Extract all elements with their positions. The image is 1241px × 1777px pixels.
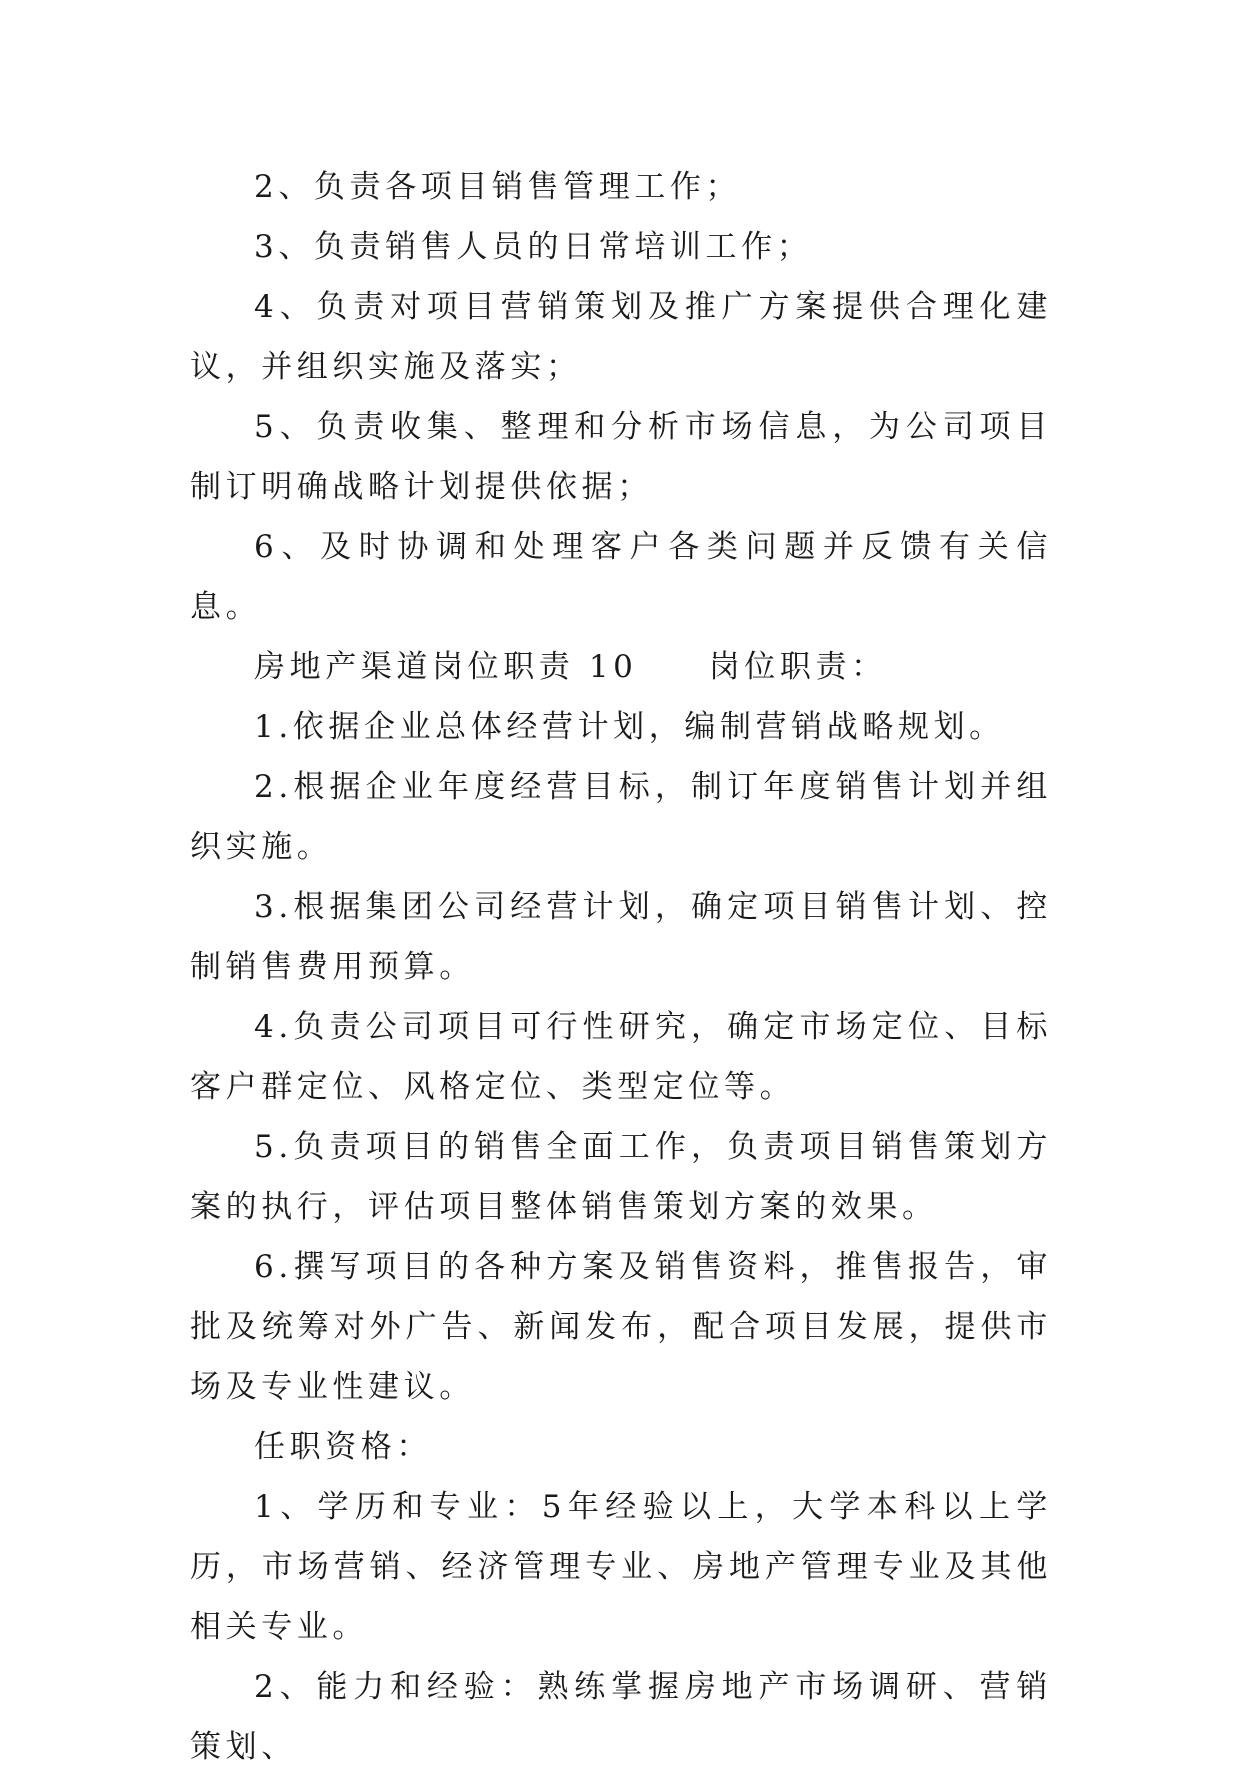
paragraph-qualification-1: 1、学历和专业：5年经验以上，大学本科以上学历，市场营销、经济管理专业、房地产管理专业及其他相关专业。: [190, 1489, 1052, 1645]
paragraph-duty-3: 3、负责销售人员的日常培训工作；: [254, 229, 813, 265]
paragraph-job-duty-2: 2.根据企业年度经营目标，制订年度销售计划并组织实施。: [190, 769, 1052, 865]
paragraph-job-duty-1: 1.依据企业总体经营计划，编制营销战略规划。: [254, 709, 1005, 745]
section-heading-qualifications: 任职资格：: [254, 1429, 432, 1465]
paragraph-job-duty-3: 3.根据集团公司经营计划，确定项目销售计划、控制销售费用预算。: [190, 889, 1052, 985]
paragraph-duty-6: 6、及时协调和处理客户各类问题并反馈有关信息。: [190, 529, 1052, 625]
section-heading-channel-duties: 房地产渠道岗位职责 10 岗位职责：: [254, 649, 887, 685]
paragraph-job-duty-4: 4.负责公司项目可行性研究，确定市场定位、目标客户群定位、风格定位、类型定位等。: [190, 1009, 1052, 1105]
paragraph-duty-4: 4、负责对项目营销策划及推广方案提供合理化建议，并组织实施及落实；: [190, 289, 1052, 385]
paragraph-duty-5: 5、负责收集、整理和分析市场信息，为公司项目制订明确战略计划提供依据；: [190, 409, 1052, 505]
paragraph-job-duty-5: 5.负责项目的销售全面工作，负责项目销售策划方案的执行，评估项目整体销售策划方案的效果。: [190, 1129, 1052, 1225]
paragraph-qualification-2: 2、能力和经验：熟练掌握房地产市场调研、营销策划、: [190, 1669, 1052, 1765]
document-body: [190, 157, 1052, 1777]
paragraph-job-duty-6: 6.撰写项目的各种方案及销售资料，推售报告，审批及统筹对外广告、新闻发布，配合项目发展，提供市场及专业性建议。: [190, 1249, 1052, 1405]
paragraph-duty-2: 2、负责各项目销售管理工作；: [254, 169, 742, 205]
